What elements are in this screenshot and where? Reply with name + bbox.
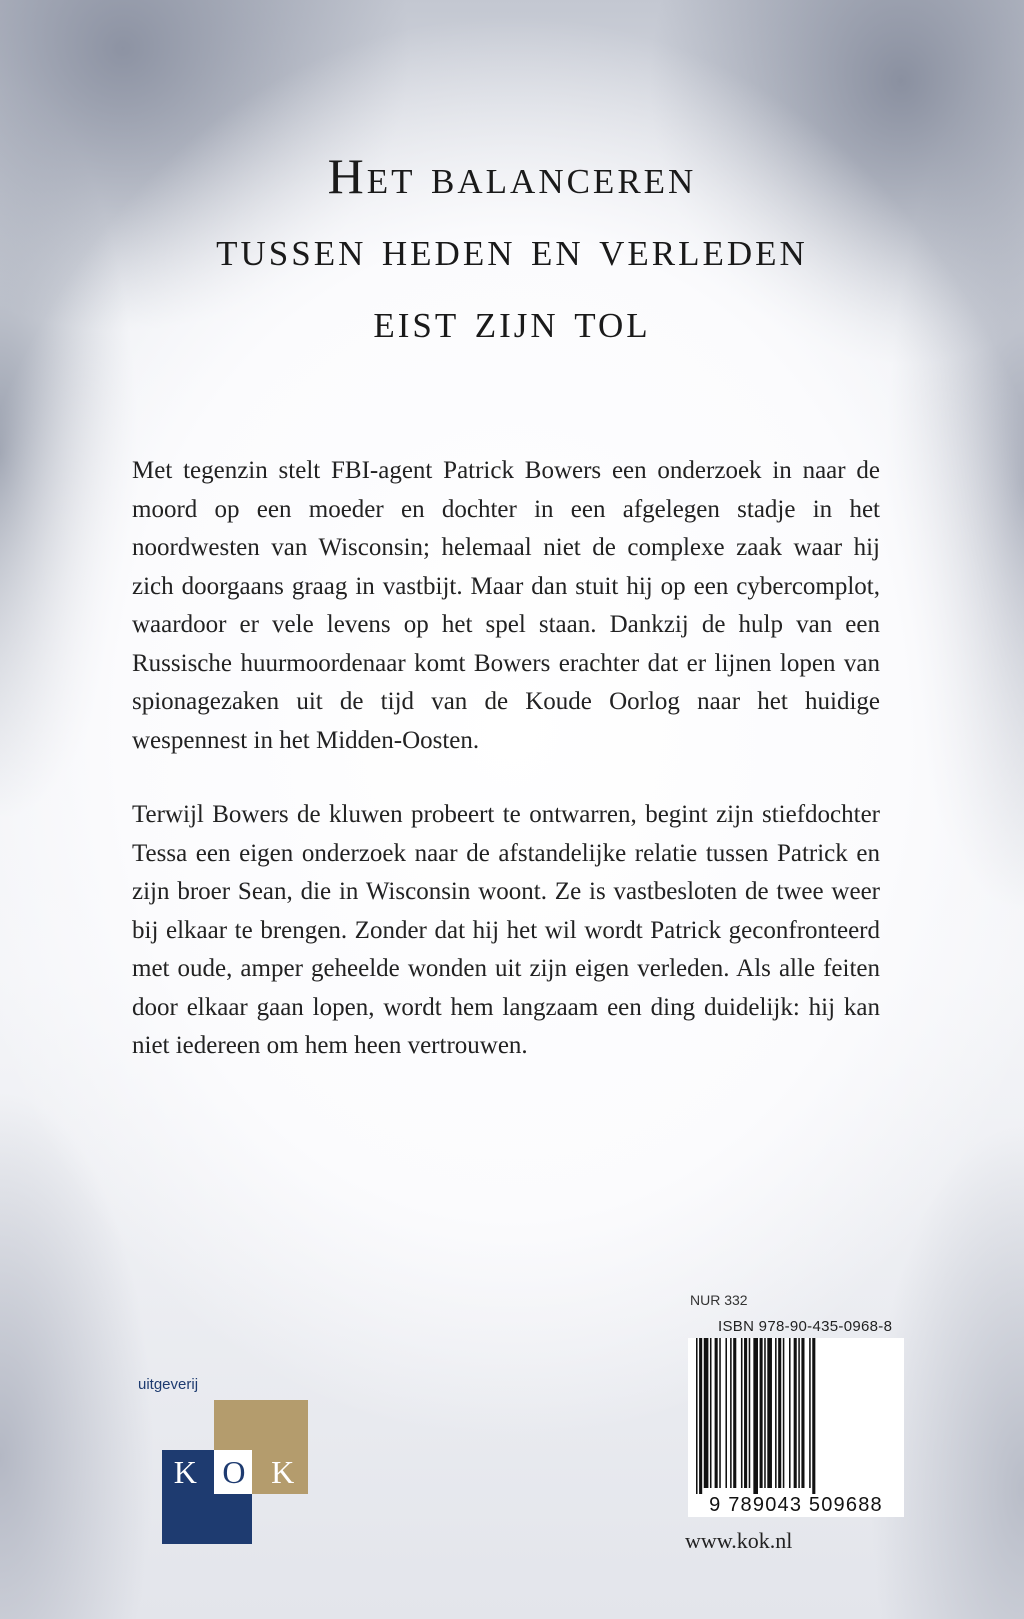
barcode-bar xyxy=(696,1338,698,1496)
barcode-bar xyxy=(753,1338,758,1496)
barcode-bar xyxy=(798,1338,800,1488)
headline-line-3: eist zijn tol xyxy=(373,292,651,348)
headline-line-1: Het balanceren xyxy=(327,148,697,204)
headline xyxy=(40,140,984,356)
barcode-bars xyxy=(688,1338,904,1498)
barcode-bar xyxy=(760,1338,763,1488)
barcode-bar xyxy=(783,1338,785,1488)
barcode-bar xyxy=(710,1338,712,1488)
barcode-bar xyxy=(741,1338,743,1488)
blurb-text xyxy=(132,452,880,1102)
website-url: www.kok.nl xyxy=(685,1528,793,1553)
barcode-bar xyxy=(801,1338,804,1488)
nur-code: NUR 332 xyxy=(690,1292,748,1308)
barcode-bar xyxy=(725,1338,727,1488)
barcode-bar xyxy=(733,1338,736,1488)
barcode-bar xyxy=(715,1338,718,1488)
barcode xyxy=(688,1338,904,1516)
barcode-bar xyxy=(794,1338,797,1488)
barcode-bar xyxy=(699,1338,702,1496)
blurb-paragraph-2: Terwijl Bowers de kluwen probeert te ontwarren, begint zijn stiefdochter Tessa een eigen onderzoek naar de afstandelijke relatie tussen Patrick en zijn broer Sean, die in Wisconsin woont. Ze is vastbesloten de twee weer bij elkaar te brengen. Zonder dat hij het wil wordt Patrick geconfronteerd met oude, amper geheelde wonden uit zijn eigen verleden. Als alle feiten door elkaar gaan lopen, wordt hem langzaam een ding duidelijk: hij kan niet iedereen om hem heen vertrouwen. xyxy=(132,801,880,1059)
barcode-bar xyxy=(764,1338,766,1488)
logo-letter-3: K xyxy=(271,1453,297,1490)
barcode-bar xyxy=(809,1338,811,1488)
barcode-bar xyxy=(789,1338,791,1488)
barcode-bar xyxy=(778,1338,781,1488)
publisher-logo xyxy=(138,1376,302,1518)
isbn-number: ISBN 978-90-435-0968-8 xyxy=(718,1318,893,1335)
barcode-bar xyxy=(775,1338,777,1488)
barcode-digits: 9 789043 509688 xyxy=(688,1494,904,1517)
logo-letters xyxy=(162,1450,308,1494)
logo-letter-2: O xyxy=(222,1453,248,1490)
barcode-bar xyxy=(749,1338,751,1488)
headline-line-2: tussen heden en verleden xyxy=(216,220,808,276)
blurb-paragraph-1: Met tegenzin stelt FBI-agent Patrick Bowers een onderzoek in naar de moord op een moeder en dochter in een afgelegen stadje in het noordwesten van Wisconsin; helemaal niet de complexe zaak waar hij zich doorgaans graag in vastbijt. Maar dan stuit hij op een cybercomplot, waardoor er vele levens op het spel staan. Dankzij de hulp van een Russische huurmoordenaar komt Bowers erachter dat er lijnen lopen van spionagezaken uit de tijd van de Koude Oorlog naar het huidige wespennest in het Midden-Oosten. xyxy=(132,457,880,754)
barcode-bar xyxy=(744,1338,747,1488)
barcode-bar xyxy=(812,1338,815,1496)
barcode-bar xyxy=(730,1338,732,1488)
publisher-label: uitgeverij xyxy=(138,1376,199,1393)
barcode-bar xyxy=(719,1338,721,1488)
barcode-bar xyxy=(767,1338,772,1488)
logo-letter-1: K xyxy=(173,1453,199,1490)
barcode-bar xyxy=(704,1338,709,1488)
